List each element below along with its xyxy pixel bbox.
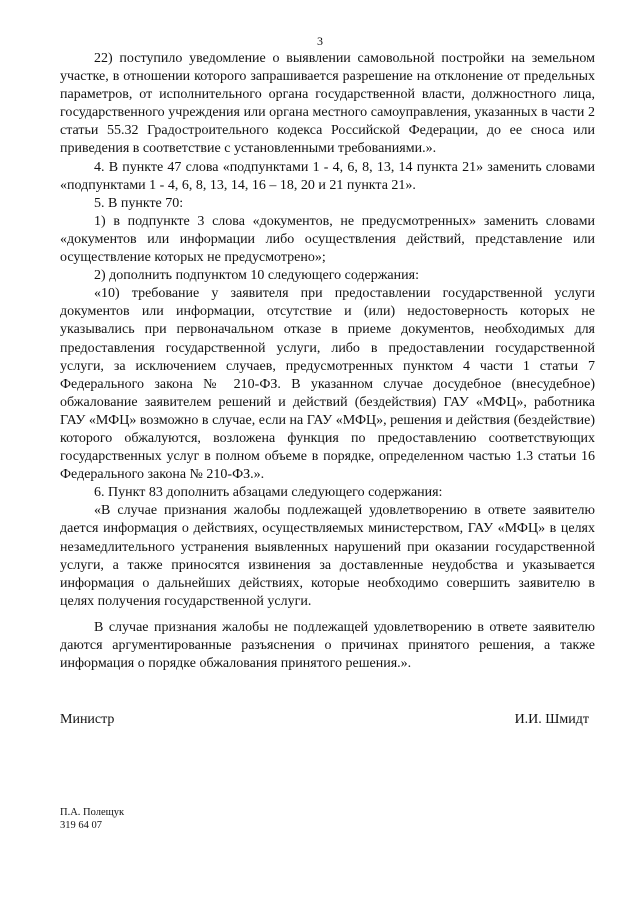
executor-name: П.А. Полещук	[60, 807, 125, 818]
document-body	[60, 50, 595, 673]
executor-block	[60, 806, 124, 832]
signatory-position: Министр	[60, 712, 115, 727]
paragraph-item-4: 4. В пункте 47 слова «подпунктами 1 - 4, 6, 8, 13, 14 пункта 21» заменить словами «подпунктами 1 - 4, 6, 8, 13, 14, 16 – 18, 20 и 21 пункта 21».	[60, 159, 595, 193]
paragraph-complaint-satisfied: «В случае признания жалобы подлежащей удовлетворению в ответе заявителю дается информация о действиях, осуществляемых министерством, ГАУ «МФЦ» в целях незамедлительного устранения выявленных нарушений при оказании государственной услуги, а также приносятся извинения за доставленные неудобства и указывается информация о дальнейших действиях, которые необходимо совершить заявителю в целях получения государственной услуги.	[60, 503, 595, 609]
executor-phone: 319 64 07	[60, 820, 102, 831]
paragraph-complaint-rejected: В случае признания жалобы не подлежащей удовлетворению в ответе заявителю даются аргументированные разъяснения о причинах принятого решения, а также информация о порядке обжалования принятого решения.».	[60, 619, 595, 672]
paragraph-item-5: 5. В пункте 70:	[94, 195, 184, 211]
paragraph-item-6: 6. Пункт 83 дополнить абзацами следующего содержания:	[94, 485, 443, 501]
page-number: 3	[317, 34, 323, 48]
paragraph-subitem-10-text: «10) требование у заявителя при предоставлении государственной услуги документов или информации, отсутствие и (или) недостоверность которых не указывались при первоначальном отказе в приеме документов, необходимых для предоставления государственной услуги, либо в предоставлении государственной услуги, за исключением случаев, предусмотренных пунктом 4 части 1 статьи 7 Федерального закона № 210-ФЗ. В указанном случае досудебное (внесудебное) обжалование заявителем решений и действий (бездействия) ГАУ «МФЦ», работника ГАУ «МФЦ» возможно в случае, если на ГАУ «МФЦ», решения и действия (бездействие) которого обжалуются, возложена функция по предоставлению соответствующих государственных услуг в полном объеме в порядке, определенном частью 1.3 статьи 16 Федерального закона № 210-ФЗ.».	[60, 286, 595, 483]
signatory-name: И.И. Шмидт	[514, 712, 589, 727]
paragraph-item-5-sub-2: 2) дополнить подпунктом 10 следующего содержания:	[94, 268, 419, 284]
signature-block	[60, 712, 595, 728]
paragraph-item-5-sub-1: 1) в подпункте 3 слова «документов, не предусмотренных» заменить словами «документов или информации либо осуществления действий, представление или осуществление которых не предусмотрено»;	[60, 213, 595, 266]
paragraph-subitem-22: 22) поступило уведомление о выявлении самовольной постройки на земельном участке, в отношении которого запрашивается разрешение на отклонение от предельных параметров, от исполнительного органа государственной власти, должностного лица, государственного учреждения или органа местного самоуправления, указанных в части 2 статьи 55.32 Градостроительного кодекса Российской Федерации, до ее сноса или приведения в соответствие с установленными требованиями.».	[60, 51, 595, 157]
